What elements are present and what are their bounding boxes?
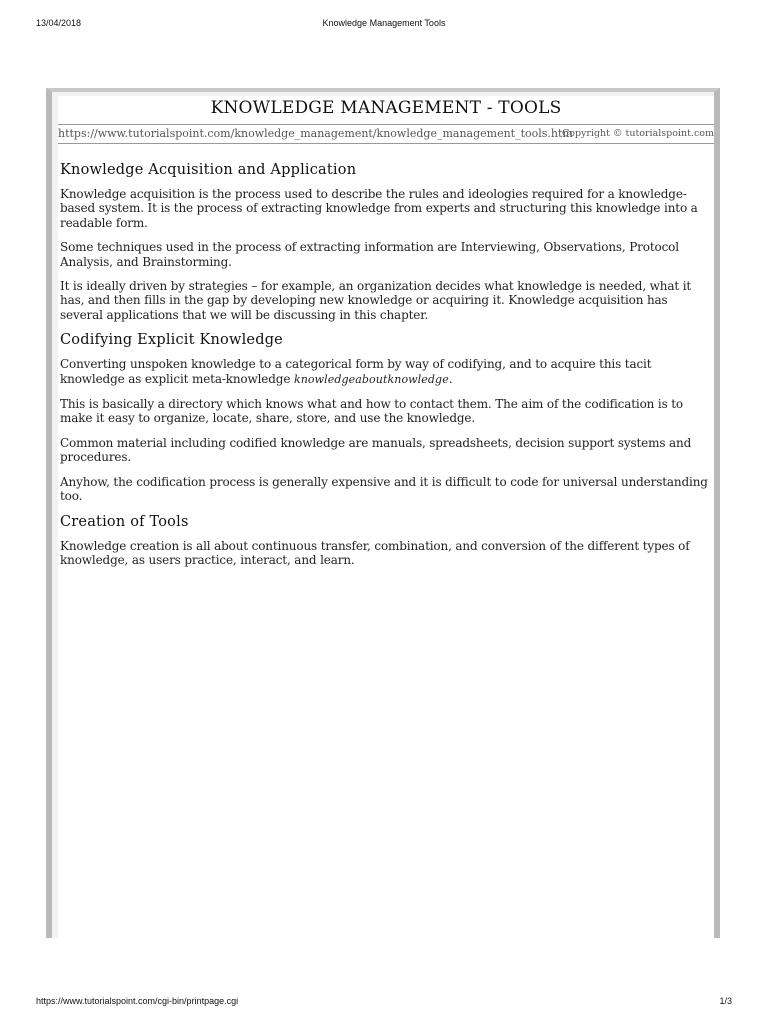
source-url-link[interactable]: https://www.tutorialspoint.com/knowledge_management/knowledge_management_tools.htm <box>58 127 573 140</box>
page-title: KNOWLEDGE MANAGEMENT - TOOLS <box>210 98 562 118</box>
print-footer <box>0 996 768 1008</box>
print-header-title: Knowledge Management Tools <box>322 18 446 28</box>
page-number: 1/3 <box>719 996 732 1006</box>
page-frame <box>46 88 720 938</box>
inline-math: knowledgeaboutknowledge <box>293 372 449 386</box>
paragraph: Anyhow, the codification process is generally expensive and it is difficult to code for universal understanding too. <box>60 474 708 504</box>
paragraph: Knowledge creation is all about continuous transfer, combination, and conversion of the different types of knowledge, as users practice, interact, and learn. <box>60 538 690 567</box>
paragraph <box>60 357 710 387</box>
paragraph: Some techniques used in the process of extracting information are Interviewing, Observations, Protocol Analysis, and Brainstorming. <box>60 240 679 269</box>
section-heading: Codifying Explicit Knowledge <box>60 332 283 349</box>
paragraph: Knowledge acquisition is the process used to describe the rules and ideologies required for a knowledge-based system. It is the process of extracting knowledge from experts and structuring this knowledge into a readable form. <box>60 187 698 230</box>
paragraph: It is ideally driven by strategies – for example, an organization decides what knowledge is needed, what it has, and then fills in the gap by developing new knowledge or acquiring it. Knowledge acquisition has several applications that we will be discussing in this chapter. <box>60 279 692 322</box>
section-heading: Creation of Tools <box>60 513 189 530</box>
document-page <box>58 96 714 938</box>
print-header-date: 13/04/2018 <box>36 18 82 28</box>
section-heading: Knowledge Acquisition and Application <box>60 162 357 178</box>
article-body <box>58 144 714 567</box>
paragraph-text: Converting unspoken knowledge to a categorical form by way of codifying, and to acquire this tacit knowledge as explicit meta-knowledge <box>60 357 652 386</box>
copyright-notice: Copyright © tutorialspoint.com <box>561 128 714 139</box>
source-bar <box>58 124 714 144</box>
print-header <box>0 18 768 30</box>
paragraph: This is basically a directory which knows what and how to contact them. The aim of the codification is to make it easy to organize, locate, share, store, and use the knowledge. <box>60 397 683 426</box>
paragraph-end: . <box>448 371 453 386</box>
print-footer-url: https://www.tutorialspoint.com/cgi-bin/printpage.cgi <box>36 996 239 1006</box>
paragraph: Common material including codified knowledge are manuals, spreadsheets, decision support systems and procedures. <box>60 435 692 465</box>
